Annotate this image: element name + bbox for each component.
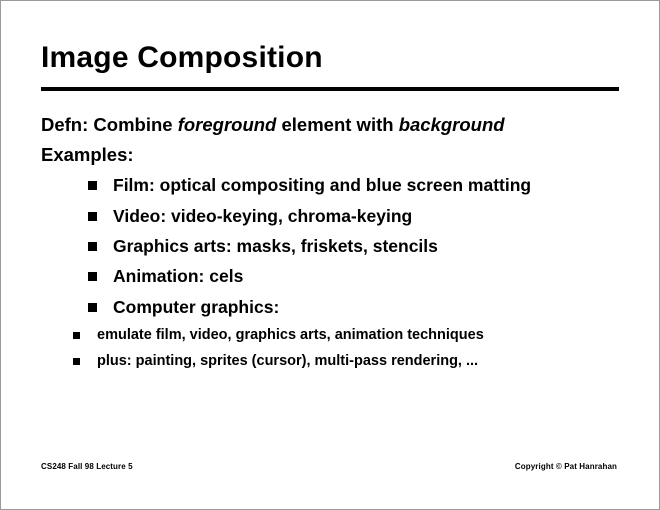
list-item [41, 175, 631, 196]
list-item [41, 236, 631, 257]
list-item-label: Animation: cels [113, 266, 244, 287]
definition-line [41, 111, 631, 139]
list-item-label: Film: optical compositing and blue screen matting [113, 175, 532, 196]
list-item [41, 353, 631, 371]
square-bullet-icon [73, 332, 80, 339]
definition-middle: element with [276, 114, 399, 135]
footer-copyright: Copyright © Pat Hanrahan [514, 462, 617, 471]
square-bullet-icon [88, 212, 97, 221]
list-item [41, 327, 631, 345]
list-item-label: Computer graphics: [113, 296, 280, 317]
list-item-label: plus: painting, sprites (cursor), multi-pass rendering, ... [97, 352, 479, 369]
page-title: Image Composition [41, 41, 323, 74]
square-bullet-icon [88, 303, 97, 312]
footer-course-info: CS248 Fall 98 Lecture 5 [41, 462, 133, 471]
square-bullet-icon [73, 358, 80, 365]
list-item-label: emulate film, video, graphics arts, animation techniques [97, 326, 484, 343]
list-item [41, 206, 631, 227]
definition-prefix: Defn: Combine [41, 114, 178, 135]
definition-italic-foreground: foreground [177, 114, 277, 135]
square-bullet-icon [88, 242, 97, 251]
list-item [41, 297, 631, 318]
slide-body [41, 111, 631, 378]
list-item-label: Video: video-keying, chroma-keying [113, 205, 413, 226]
definition-italic-background: background [398, 114, 505, 135]
sub-bullet-list [41, 327, 631, 370]
list-item-label: Graphics arts: masks, friskets, stencils [113, 235, 438, 256]
list-item [41, 266, 631, 287]
square-bullet-icon [88, 272, 97, 281]
title-divider [41, 87, 619, 91]
examples-label: Examples: [41, 144, 134, 166]
square-bullet-icon [88, 181, 97, 190]
bullet-list [41, 175, 631, 318]
